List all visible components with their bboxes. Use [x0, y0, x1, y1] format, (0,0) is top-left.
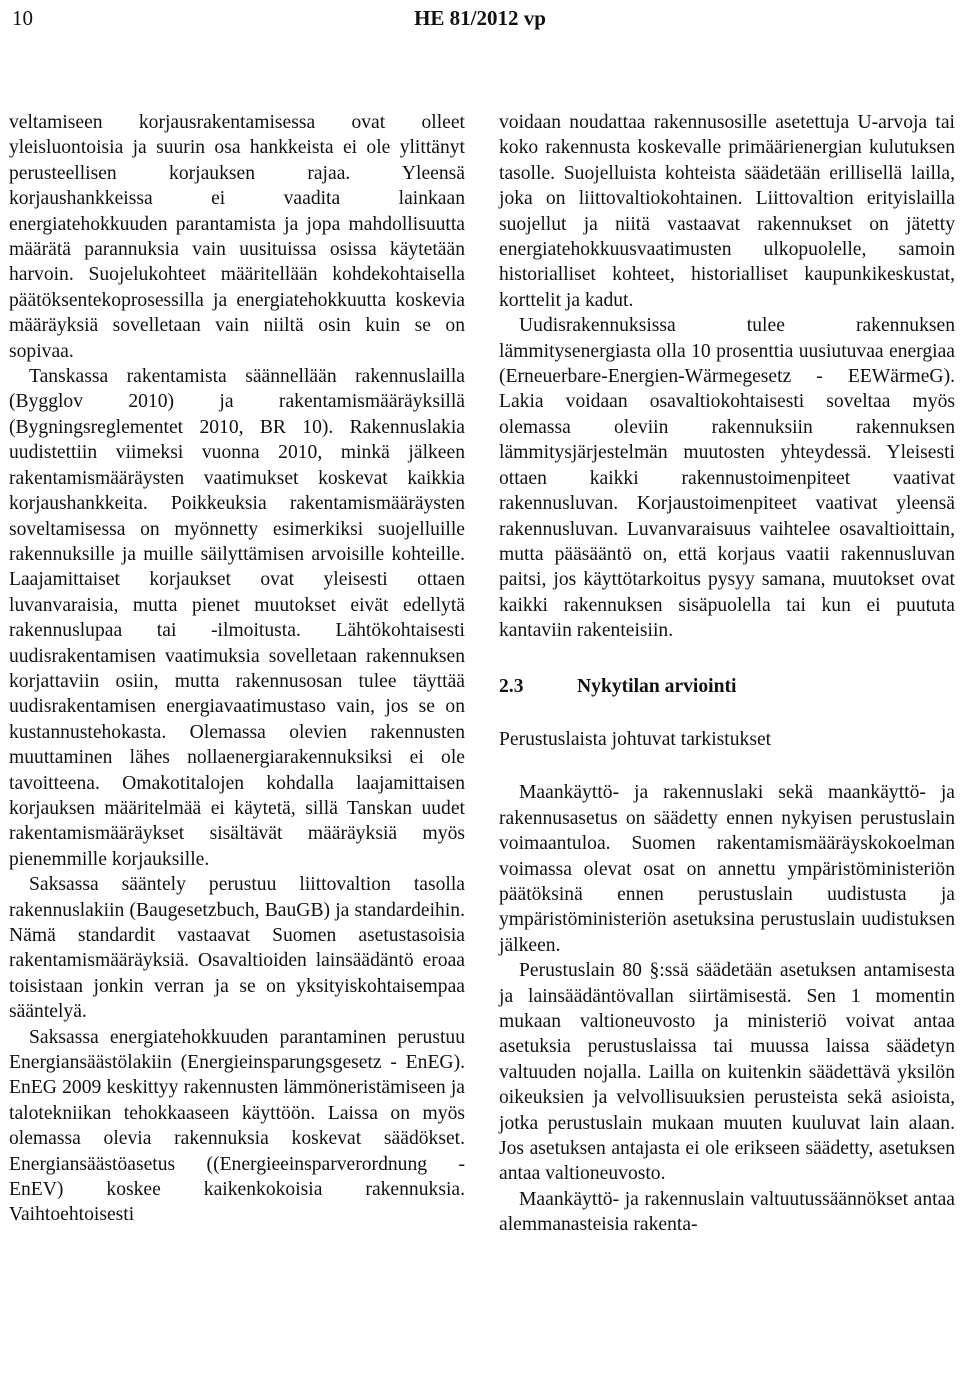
- paragraph: Uudisrakennuksissa tulee rakennuksen lämmitysenergiasta olla 10 prosenttia uusiutuvaa energiaa (Erneuerbare-Energien-Wärmegesetz - EEWärmeG). Lakia voidaan osavaltiokohtaisesti soveltaa myös olemassa oleviin rakennuksiin rakennuksen lämmitysjärjestelmän muutosten yhteydessä. Yleisesti ottaen kaikki rakennustoimenpiteet vaativat rakennusluvan. Korjaustoimenpiteet vaativat yleensä rakennusluvan. Luvanvaraisuus vaihtelee osavaltioittain, mutta pääsääntö on, että korjaus vaatii rakennusluvan paitsi, jos käyttötarkoitus pysyy samana, muutokset ovat kaikki rakennuksen sisäpuolella tai kun ei puututa kantaviin rakenteisiin.: [499, 315, 955, 642]
- subheading: Perustuslaista johtuvat tarkistukset: [499, 728, 772, 750]
- paragraph: Maankäyttö- ja rakennuslaki sekä maankäyttö- ja rakennusasetus on säädetty ennen nykyisen perustuslain voimaantuloa. Suomen rakentamismääräyskokoelman voimassa olevat osat on annettu ympäristöministeriön päätöksinä ennen perustuslain uudistusta ja ympäristöministeriön asetuksina perustuslain uudistuksen jälkeen.: [499, 782, 955, 956]
- section-title: Nykytilan arviointi: [577, 675, 737, 697]
- section-number: 2.3: [499, 675, 524, 697]
- paragraph: veltamiseen korjausrakentamisessa ovat olleet yleisluontoisia ja suurin osa hankkeista ei ole ylittänyt perusteellisen korjauksen rajaa. Yleensä korjaushankkeissa ei vaadita lainkaan energiatehokkuuden parantamista ja jopa mahdollisuutta määrätä parannuksia vain uusituissa osissa käytetään harvoin. Suojelukohteet määritellään kohdekohtaisella päätöksentekoprosessilla ja energiatehokkuutta koskevia määräyksiä sovelletaan vain niiltä osin kuin se on sopivaa.: [9, 112, 465, 362]
- right-column: [499, 110, 955, 1238]
- page-number: 10: [12, 6, 33, 30]
- paragraph: Perustuslain 80 §:ssä säädetään asetuksen antamisesta ja lainsäädäntövallan siirtämisestä. Sen 1 momentin mukaan valtioneuvosto ja ministeriö voivat antaa asetuksia perustuslaissa tai muussa laissa säädetyn valtuuden nojalla. Lailla on kuitenkin säädettävä yksilön oikeuksien ja velvollisuuksien perusteista sekä asioista, jotka perustuslain mukaan muuten kuuluvat lain alaan. Jos asetuksen antajasta ei ole erikseen säädetty, asetuksen antaa valtioneuvosto.: [499, 960, 955, 1185]
- page-header: [8, 6, 952, 40]
- paragraph: Tanskassa rakentamista säännellään rakennuslailla (Bygglov 2010) ja rakentamismääräyksillä (Bygningsreglementet 2010, BR 10). Rakennuslakia uudistettiin viimeksi vuonna 2010, minkä jälkeen rakentamismääräysten vaatimukset koskevat kaikkia korjaushankkeita. Poikkeuksia rakentamismääräysten soveltamisessa on myönnetty esimerkiksi suojelluille rakennuksille ja muille säilyttämisen arvoisille kohteille. Laajamittaiset korjaukset ovat yleisesti ottaen luvanvaraisia, mutta pienet muutokset eivät edellytä rakennuslupaa tai -ilmoitusta. Lähtökohtaisesti uudisrakentamisen vaatimuksia sovelletaan rakennuksen korjattaviin osiin, mutta rakennusosan tulee täyttää uudisrakentamisen energiavaatimustaso vain, jos se on kustannustehokasta. Olemassa olevien rakennusten muuttaminen lähes nollaenergiarakennuksiksi ei ole tavoitteena. Omakotitalojen kohdalla laajamittaisen korjauksen määritelmää ei käytetä, sillä Tanskan uudet rakentamismääräykset sisältävät määräyksiä myös pienemmille korjauksille.: [9, 366, 465, 870]
- section-heading: [499, 674, 955, 699]
- paragraph: Saksassa energiatehokkuuden parantaminen perustuu Energiansäästölakiin (Energieinsparungsgesetz - EnEG). EnEG 2009 keskittyy rakennusten lämmöneristämiseen ja talotekniikan tehokkaaseen käyttöön. Laissa on myös olemassa olevia rakennuksia koskevat säädökset. Energiansäästöasetus ((Energieeinsparverordnung - EnEV) koskee kaikenkokoisia rakennuksia. Vaihtoehtoisesti: [9, 1026, 465, 1226]
- paragraph: Maankäyttö- ja rakennuslain valtuutussäännökset antaa alemmanasteisia rakenta-: [499, 1188, 955, 1236]
- document-id: HE 81/2012 vp: [414, 6, 546, 30]
- left-column: [9, 110, 465, 1228]
- paragraph: Saksassa sääntely perustuu liittovaltion tasolla rakennuslakiin (Baugesetzbuch, BauGB) ja standardeihin. Nämä standardit vastaavat Suomen asetustasoisia rakentamismääräyksiä. Osavaltioiden lainsäädäntö eroaa toisistaan jonkin verran ja se on yksityiskohtaisempaa sääntelyä.: [9, 874, 465, 1023]
- paragraph: voidaan noudattaa rakennusosille asetettuja U-arvoja tai koko rakennusta koskevalle primäärienergian kulutuksen tasolle. Suojelluista kohteista säädetään erillisellä lailla, joka on liittovaltiokohtainen. Liittovaltion erityislailla suojellut ja niitä vastaavat rakennukset on jätetty energiatehokkuusvaatimusten ulkopuolelle, samoin historialliset kohteet, historialliset kaupunkikeskustat, korttelit ja kadut.: [499, 112, 955, 311]
